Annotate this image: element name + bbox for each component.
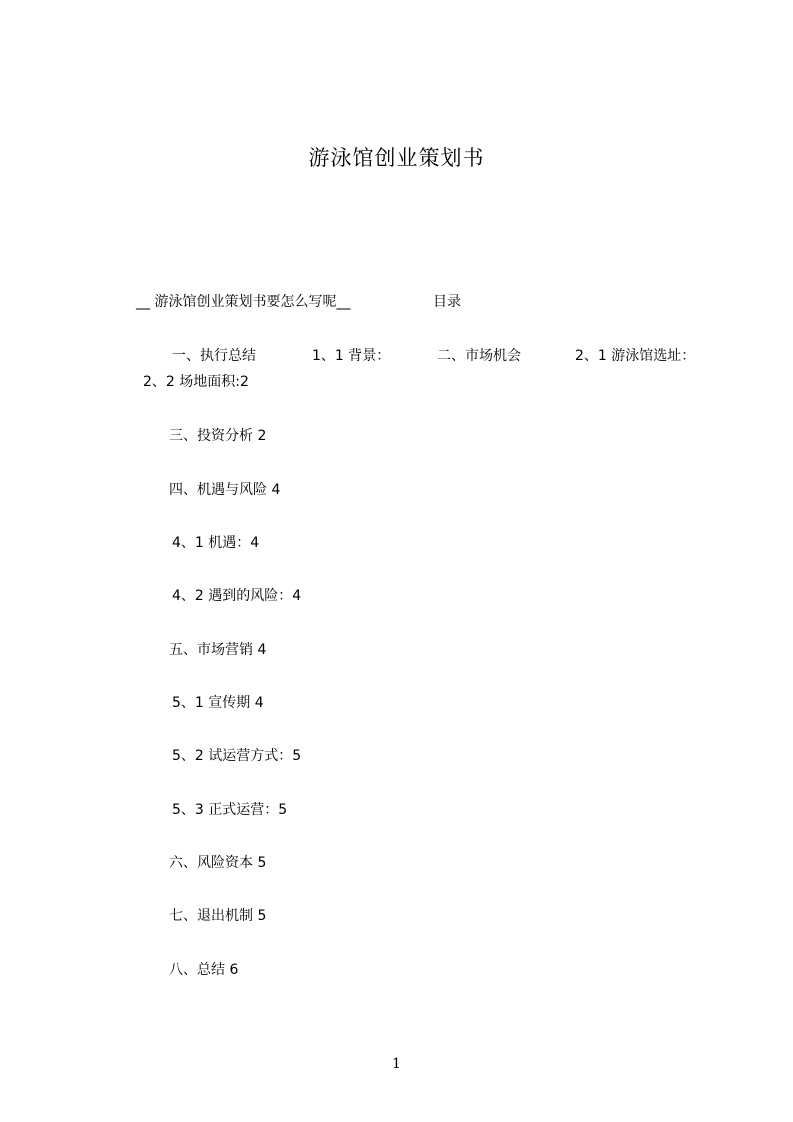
- toc-item: 4、2 遇到的风险：4: [172, 588, 302, 604]
- subtitle-line: __ 游泳馆创业策划书要怎么写呢__: [136, 294, 351, 310]
- toc-heading: 目录: [433, 294, 461, 310]
- document-title: 游泳馆创业策划书: [308, 146, 485, 170]
- toc-item-market-opportunity: 二、市场机会: [437, 348, 521, 364]
- toc-item: 六、风险资本 5: [169, 855, 267, 871]
- toc-item: 五、市场营销 4: [169, 642, 267, 658]
- toc-item-site-area: 2、2 场地面积:2: [143, 374, 249, 390]
- toc-item: 三、投资分析 2: [169, 428, 267, 444]
- toc-item: 5、3 正式运营：5: [172, 802, 288, 818]
- toc-item: 四、机遇与风险 4: [169, 482, 281, 498]
- toc-item-site-selection: 2、1 游泳馆选址：: [575, 348, 696, 364]
- page-number: 1: [392, 1056, 401, 1072]
- toc-item-executive-summary: 一、执行总结: [172, 348, 256, 364]
- toc-item: 5、2 试运营方式：5: [172, 748, 302, 764]
- toc-item: 4、1 机遇：4: [172, 535, 260, 551]
- toc-item: 5、1 宣传期 4: [172, 695, 264, 711]
- toc-item: 八、总结 6: [169, 962, 239, 978]
- toc-item: 七、退出机制 5: [169, 908, 267, 924]
- toc-item-background: 1、1 背景：: [312, 348, 391, 364]
